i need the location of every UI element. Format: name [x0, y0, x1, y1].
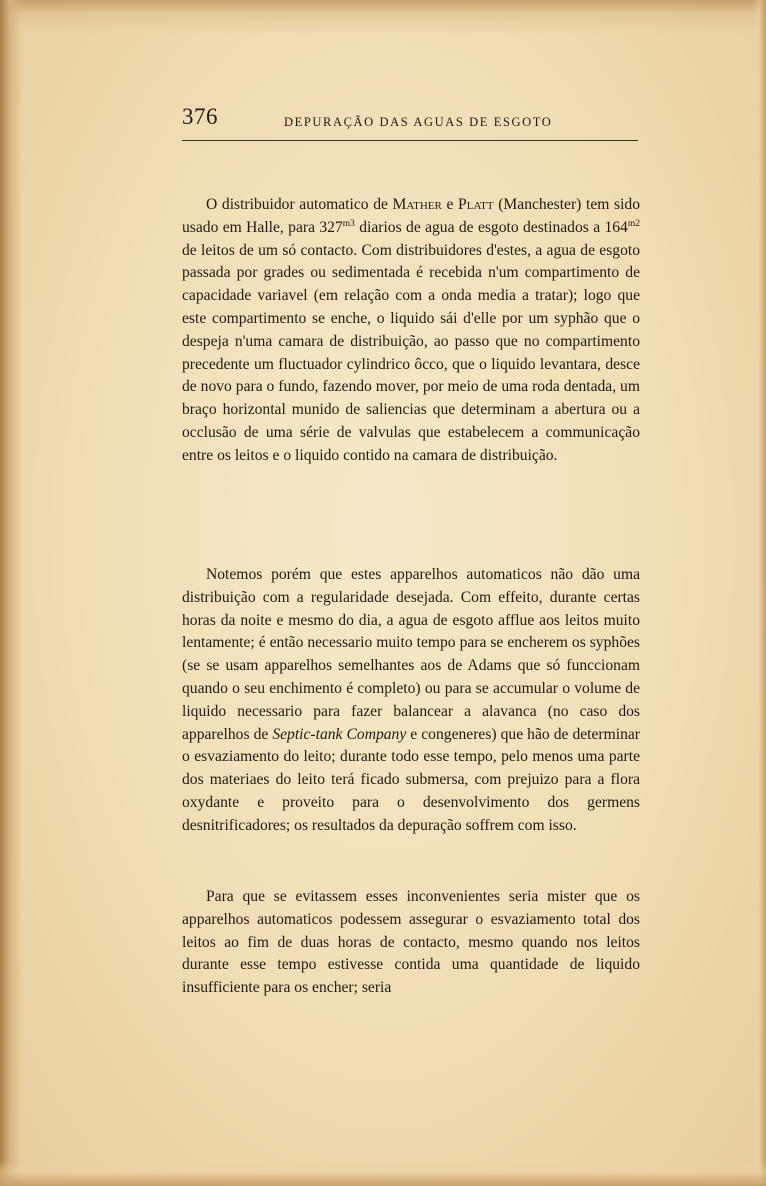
unit-square-metres: m2	[627, 218, 640, 229]
paragraph-1	[182, 194, 640, 468]
page-edge-left	[0, 0, 22, 1186]
header-rule	[182, 140, 638, 141]
paragraph-2-text-b: e congeneres) que hão de determinar o esvaziamento do leito; durante todo esse tempo, pelo menos uma parte dos materiaes do leito terá ficado submersa, com prejuizo para a flora oxydante e proveito para o desenvolvimento dos germens desnitrificadores; os resultados da depuração soffrem com isso.	[182, 725, 640, 834]
unit-cubic-metres: m3	[342, 218, 355, 229]
paragraph-3	[182, 886, 640, 1000]
name-mather: Mather	[392, 196, 442, 213]
name-platt: Platt	[458, 196, 494, 213]
page-edge-right	[752, 0, 766, 1186]
paragraph-1-text-d: diarios de agua de esgoto destinados a 164	[354, 218, 628, 236]
page-edge-top	[0, 0, 766, 34]
page-number: 376	[182, 104, 218, 129]
page-edge-bottom	[0, 1160, 766, 1186]
paragraph-1-text-c: (Manchester) tem sido usado em Halle, para 327	[182, 196, 640, 236]
company-name-italic: Septic-tank Company	[272, 725, 407, 743]
paragraph-2	[182, 564, 640, 838]
paragraph-1-text-b: e	[441, 196, 459, 213]
paragraph-1-text-e: de leitos de um só contacto. Com distribuidores d'estes, a agua de esgoto passada por grades ou sedimentada é recebida n'um compartimento de capacidade variavel (em relação com a onda media a tratar); logo que este compartimento se enche, o liquido sái d'elle por um syphão que o despeja n'uma camara de distribuição, ao passo que no compartimento precedente um fluctuador cylindrico ôcco, que o liquido levantara, desce de novo para o fundo, fazendo mover, por meio de uma roda dentada, um braço horizontal munido de saliencias que determinam a abertura ou a occlusão de uma série de valvulas que estabelecem a communicação entre os leitos e o liquido contido na camara de distribuição.	[182, 241, 640, 464]
paragraph-3-text: Para que se evitassem esses inconvenientes seria mister que os apparelhos automaticos podessem assegurar o esvaziamento total dos leitos ao fim de duas horas de contacto, mesmo quando nos leitos durante esse tempo estivesse contida uma quantidade de liquido insufficiente para os encher; seria	[182, 888, 640, 997]
running-title: DEPURAÇÃO DAS AGUAS DE ESGOTO	[284, 115, 553, 129]
page-header	[182, 104, 638, 142]
paragraph-1-text-a: O distribuidor automatico de	[206, 196, 393, 213]
paragraph-2-text-a: Notemos porém que estes apparelhos automaticos não dão uma distribuição com a regularidade desejada. Com effeito, durante certas horas da noite e mesmo do dia, a agua de esgoto afflue aos leitos muito lentamente; é então necessario muito tempo para se encherem os syphões (se se usam apparelhos semelhantes aos de Adams que só funccionam quando o seu enchimento é completo) ou para se accumular o volume de liquido necessario para fazer balancear a alavanca (no caso dos apparelhos de	[182, 566, 640, 743]
